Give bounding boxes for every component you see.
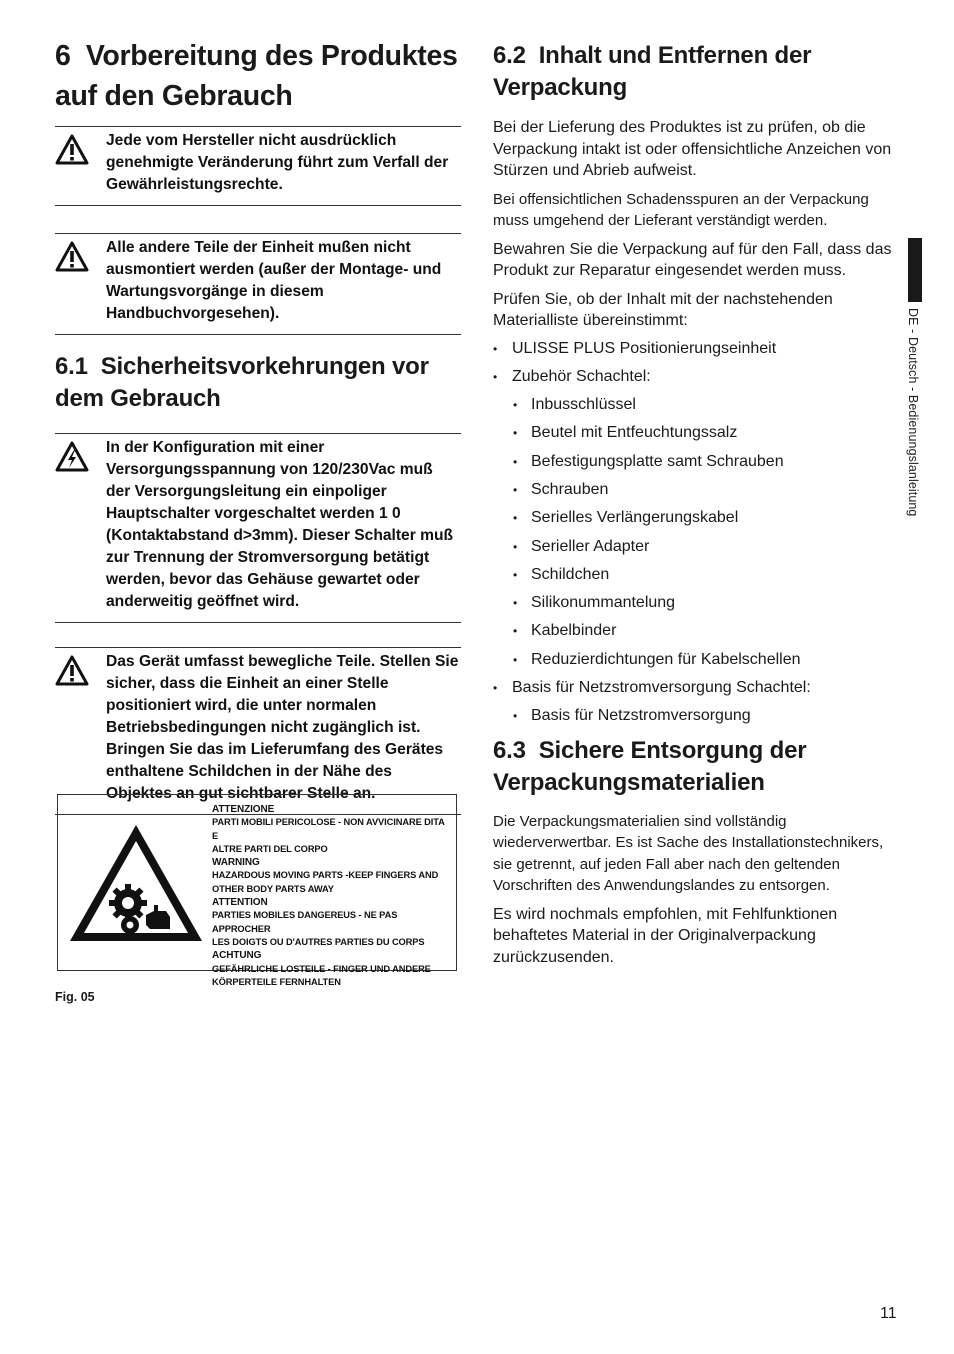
warning-text: Alle andere Teile der Einheit mußen nicht ausmontiert werden (außer der Montage- und Wartungsvorgänge in diesem Handbuchvorgesehen). [106, 239, 442, 322]
electric-hazard-icon [55, 437, 106, 477]
section-title: Inhalt und Entfernen der Verpackung [493, 42, 812, 101]
list-item: • Beutel mit Entfeuchtungssalz [493, 423, 905, 443]
paragraph: Bewahren Sie die Verpackung auf für den Fall, dass das Produkt zur Reparatur eingesendet werden muss. [493, 240, 892, 279]
list-item: • Silikonummantelung [493, 593, 905, 613]
language-tab-marker [908, 238, 922, 302]
figure-caption: Fig. 05 [55, 990, 95, 1004]
warning-box [55, 647, 461, 815]
list-item: • Reduzierdichtungen für Kabelschellen [493, 650, 905, 670]
label-line: PARTI MOBILI PERICOLOSE - NON AVVICINARE DITA E [212, 817, 445, 841]
section-6-1-heading [55, 351, 461, 415]
chapter-title [55, 36, 461, 116]
label-line: HAZARDOUS MOVING PARTS -KEEP FINGERS AND [212, 870, 439, 881]
label-heading: ACHTUNG [212, 950, 262, 962]
safety-label-figure [57, 794, 457, 987]
list-item: • Basis für Netzstromversorgung [493, 706, 905, 726]
warning-triangle-icon [55, 651, 106, 691]
warning-triangle-icon [55, 130, 106, 170]
section-title: Sicherheitsvorkehrungen vor dem Gebrauch [55, 353, 429, 412]
left-column [55, 36, 461, 815]
paragraph: Prüfen Sie, ob der Inhalt mit der nachstehenden Materialliste übereinstimmt: [493, 290, 833, 329]
list-item: • Zubehör Schachtel: [493, 367, 905, 387]
label-line: ALTRE PARTI DEL CORPO [212, 843, 328, 854]
label-line: OTHER BODY PARTS AWAY [212, 883, 334, 894]
paragraph: Bei offensichtlichen Schadensspuren an der Verpackung muss umgehend der Lieferant verständigt werden. [493, 190, 869, 229]
label-line: PARTIES MOBILES DANGEREUS - NE PAS APPROCHER [212, 910, 398, 934]
warning-box [55, 433, 461, 623]
label-heading: WARNING [212, 857, 260, 869]
section-title: Sichere Entsorgung der Verpackungsmaterialien [493, 736, 807, 796]
label-heading: ATTENTION [212, 897, 268, 909]
safety-label-text [212, 803, 452, 989]
warning-box [55, 233, 461, 335]
list-item: • Serieller Adapter [493, 537, 905, 557]
warning-box [55, 126, 461, 206]
right-column [493, 36, 905, 975]
warning-text: Jede vom Hersteller nicht ausdrücklich genehmigte Veränderung führt zum Verfall der Gewährleistungsrechte. [106, 132, 449, 193]
paragraph: Es wird nochmals empfohlen, mit Fehlfunktionen behaftetes Material in der Originalverpackung zurückzusenden. [493, 905, 838, 966]
paragraph: Bei der Lieferung des Produktes ist zu prüfen, ob die Verpackung intakt ist oder offensichtliche Anzeichen von Stürzen und Abrieb aufweist. [493, 119, 892, 179]
list-item: • Basis für Netzstromversorgung Schachtel: [493, 678, 905, 698]
contents-list [493, 339, 905, 727]
language-tab-label: DE - Deutsch - Bedienungslanleitung [906, 308, 920, 517]
section-number: 6.2 [493, 42, 526, 69]
section-6-2-heading [493, 40, 905, 104]
label-line: GEFÄHRLICHE LOSTEILE - FINGER UND ANDERE [212, 963, 431, 974]
warning-text: Das Gerät umfasst bewegliche Teile. Stellen Sie sicher, dass die Einheit an einer Stelle positioniert wird, die unter normalen Betriebsbedingungen nicht zugänglich ist. Bringen Sie das im Lieferumfang des Gerätes enthaltene Schildchen in der Nähe des Objektes an gut sichtbarer Stelle an. [106, 653, 459, 802]
warning-triangle-icon [55, 237, 106, 277]
chapter-number: 6 [55, 40, 71, 72]
list-item: • Schrauben [493, 480, 905, 500]
list-item: • Inbusschlüssel [493, 395, 905, 415]
label-line: KÖRPERTEILE FERNHALTEN [212, 976, 341, 987]
chapter-title-text: Vorbereitung des Produktes auf den Gebrauch [55, 40, 458, 112]
page-number: 11 [880, 1305, 897, 1322]
moving-parts-hazard-icon [66, 821, 206, 945]
paragraph: Die Verpackungsmaterialien sind vollständig wiederverwertbar. Es ist Sache des Installationstechnikers, sie getrennt, auf jeden Fall aber nach den geltenden Vorschriften des Anwendungslandes zu entsorgen. [493, 812, 884, 895]
section-6-3-heading [493, 735, 905, 799]
label-line: LES DOIGTS OU D'AUTRES PARTIES DU CORPS [212, 936, 425, 947]
list-item: • Kabelbinder [493, 621, 905, 641]
warning-text: In der Konfiguration mit einer Versorgungsspannung von 120/230Vac muß der Versorgungsleitung ein einpoliger Hauptschalter vorgeschaltet werden 1 0 (Kontaktabstand d>3mm). Dieser Schalter muß zur Trennung der Stromversorgung betätigt werden, bevor das Gehäuse gewartet oder anderweitig geöffnet wird. [106, 439, 454, 610]
section-number: 6.1 [55, 353, 88, 380]
label-heading: ATTENZIONE [212, 804, 275, 815]
list-item: • Befestigungsplatte samt Schrauben [493, 452, 905, 472]
list-item: • Serielles Verlängerungskabel [493, 508, 905, 528]
list-item: • Schildchen [493, 565, 905, 585]
list-item: • ULISSE PLUS Positionierungseinheit [493, 339, 905, 359]
section-number: 6.3 [493, 736, 526, 764]
